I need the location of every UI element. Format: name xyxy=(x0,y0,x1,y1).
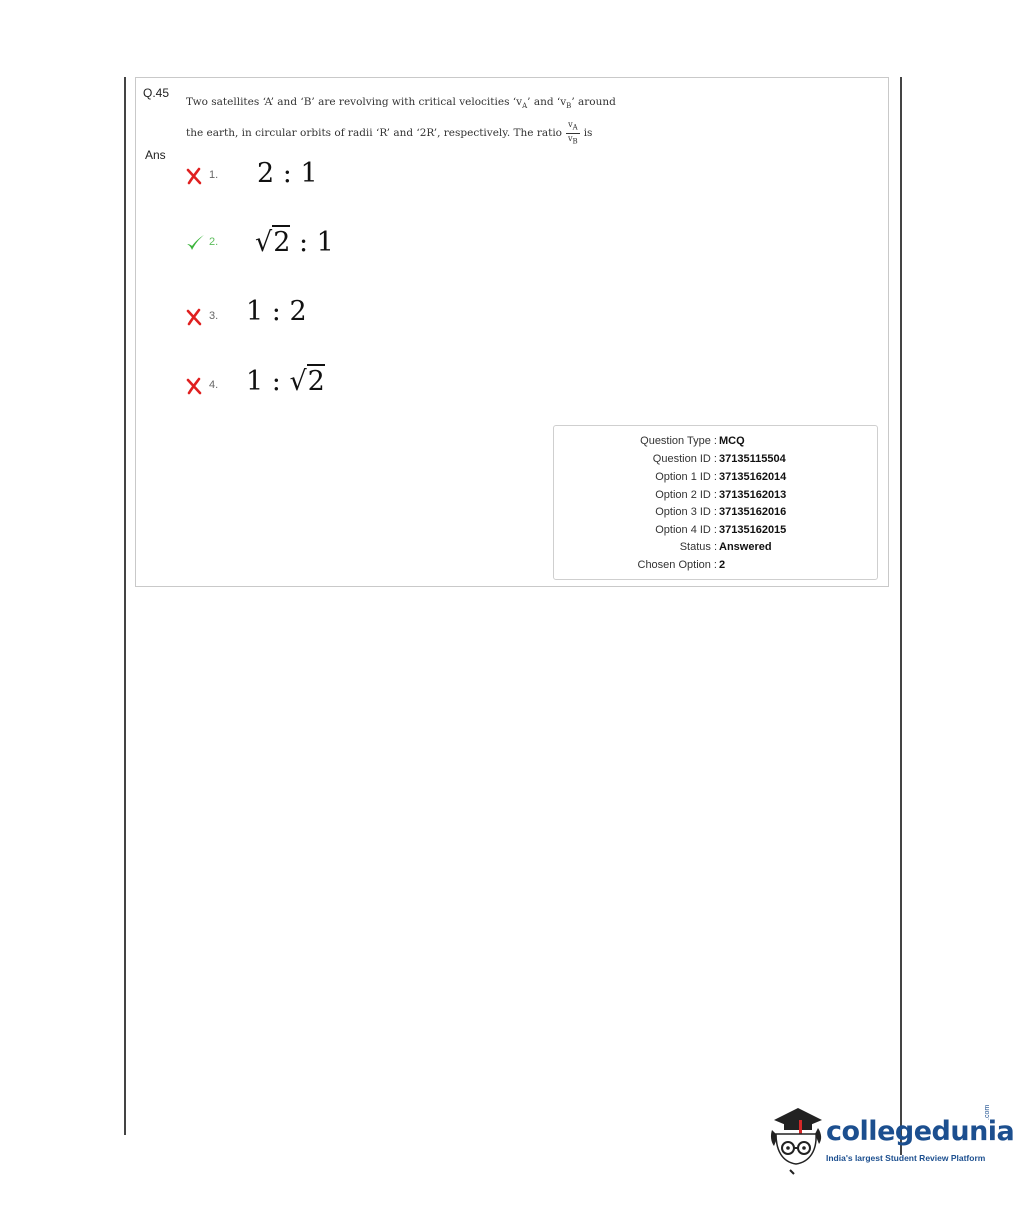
option-number: 1. xyxy=(209,169,219,181)
answer-label: Ans xyxy=(145,148,166,162)
option-number: 3. xyxy=(209,310,219,322)
mascot-icon xyxy=(768,1106,824,1176)
info-row-question-id: Question ID : 37135115504 xyxy=(652,453,786,465)
option-value: 1 : 2 xyxy=(246,296,307,327)
info-row-option-4-id: Option 4 ID : 37135162015 xyxy=(655,524,787,536)
info-row-option-2-id: Option 2 ID : 37135162013 xyxy=(655,489,787,501)
logo-tagline: India's largest Student Review Platform xyxy=(826,1153,986,1163)
info-row-option-1-id: Option 1 ID : 37135162014 xyxy=(655,471,787,483)
option-value: √2 : 1 xyxy=(255,227,334,258)
info-row-chosen-option: Chosen Option : 2 xyxy=(637,559,726,571)
right-page-border xyxy=(900,77,902,1155)
cross-icon xyxy=(185,376,205,396)
question-number: Q.45 xyxy=(143,86,170,100)
info-row-option-3-id: Option 3 ID : 37135162016 xyxy=(655,506,787,518)
question-info-box xyxy=(553,425,878,580)
option-value: 1 : √2 xyxy=(246,366,325,397)
velocity-ratio-fraction: $\frac{v_A}{v_B}$ xyxy=(568,120,578,146)
question-text-line-2: the earth, in circular orbits of radii ‘R’ and ‘2R’, respectively. The ratio $\frac{v_A}{v_B}$ is xyxy=(186,120,593,146)
logo-wordmark: collegedunia xyxy=(826,1116,1015,1147)
checkmark-icon xyxy=(185,233,205,253)
cross-icon xyxy=(185,307,205,327)
square-root: √2 xyxy=(255,227,291,258)
cross-icon xyxy=(185,166,205,186)
question-text-line-1: Two satellites ‘A’ and ‘B’ are revolving with critical velocities ‘$v_A$’ and ‘$v_B$’ around xyxy=(186,96,616,111)
info-row-question-type: Question Type : MCQ xyxy=(640,435,745,447)
option-number: 2. xyxy=(209,236,219,248)
option-value: 2 : 1 xyxy=(257,158,318,189)
collegedunia-logo xyxy=(768,1104,1015,1176)
info-row-status: Status : Answered xyxy=(679,541,772,553)
logo-domain-suffix: .com xyxy=(984,1104,991,1120)
square-root: √2 xyxy=(289,366,325,397)
left-page-border xyxy=(124,77,126,1135)
option-number: 4. xyxy=(209,379,219,391)
